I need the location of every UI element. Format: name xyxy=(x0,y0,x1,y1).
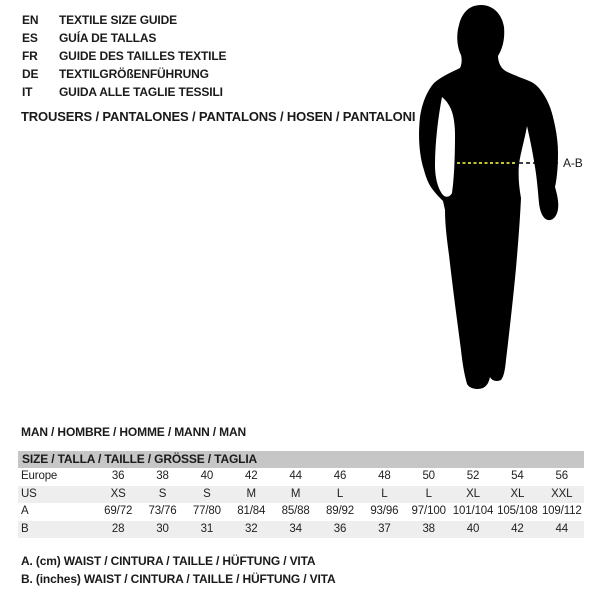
table-cell: 34 xyxy=(289,522,302,535)
table-row xyxy=(18,486,584,504)
table-cell: 36 xyxy=(333,522,347,535)
language-guide xyxy=(22,11,226,101)
table-row-label: B xyxy=(21,522,29,535)
table-cell: M xyxy=(246,487,256,500)
table-cell: 44 xyxy=(555,522,569,535)
table-cell: 48 xyxy=(378,470,391,482)
table-cell: L xyxy=(336,487,344,500)
size-table-header: SIZE / TALLA / TAILLE / GRÖSSE / TAGLIA xyxy=(18,451,584,468)
table-row-label: A xyxy=(21,505,29,517)
table-cell: 73/76 xyxy=(148,505,177,517)
section-title: MAN / HOMBRE / HOMME / MANN / MAN xyxy=(21,425,247,439)
table-cell: 42 xyxy=(245,470,258,482)
table-cell: M xyxy=(290,487,301,500)
footnote-line: A. (cm) WAIST / CINTURA / TAILLE / HÜFTUNG / VITA xyxy=(21,554,316,568)
language-label: TEXTILE SIZE GUIDE xyxy=(59,13,177,27)
language-guide-row xyxy=(22,11,226,29)
table-cell: XL xyxy=(466,487,480,500)
language-code: ES xyxy=(22,31,38,45)
table-cell: 109/112 xyxy=(541,505,582,517)
table-cell: S xyxy=(203,487,211,500)
language-code: FR xyxy=(22,49,38,63)
table-cell: S xyxy=(158,487,167,500)
table-cell: 85/88 xyxy=(281,505,310,517)
table-cell: 44 xyxy=(289,470,302,482)
language-code: IT xyxy=(22,85,33,99)
man-figure xyxy=(400,0,600,400)
table-cell: 105/108 xyxy=(497,505,538,517)
language-guide-row xyxy=(22,29,226,47)
table-cell: XXL xyxy=(551,487,573,500)
table-cell: 69/72 xyxy=(104,505,133,517)
table-cell: 30 xyxy=(156,522,169,535)
table-cell: 56 xyxy=(555,470,569,482)
table-row xyxy=(18,521,584,539)
table-cell: 97/100 xyxy=(411,505,446,517)
language-label: GUIDA ALLE TAGLIE TESSILI xyxy=(59,85,223,99)
table-cell: 28 xyxy=(111,522,125,535)
table-cell: 32 xyxy=(245,522,258,535)
language-label: TEXTILGRÖßENFÜHRUNG xyxy=(59,67,209,81)
table-cell: 38 xyxy=(422,522,435,535)
table-cell: 40 xyxy=(200,470,214,482)
table-cell: 37 xyxy=(378,522,391,535)
table-row-label: Europe xyxy=(21,470,58,482)
table-cell: 42 xyxy=(511,522,524,535)
language-guide-row xyxy=(22,65,226,83)
table-row-label: US xyxy=(21,487,37,500)
table-cell: 40 xyxy=(466,522,480,535)
language-code: EN xyxy=(22,13,39,27)
table-cell: 101/104 xyxy=(452,505,494,517)
table-cell: 89/92 xyxy=(325,505,354,517)
language-guide-row xyxy=(22,47,226,65)
table-cell: XS xyxy=(110,487,126,500)
table-row xyxy=(18,503,584,521)
man-silhouette-icon xyxy=(419,5,558,389)
waist-measure-label: A-B xyxy=(563,156,583,170)
table-cell: L xyxy=(425,487,432,500)
language-guide-row xyxy=(22,83,226,101)
table-cell: 93/96 xyxy=(370,505,399,517)
language-label: GUIDE DES TAILLES TEXTILE xyxy=(59,49,227,63)
table-cell: 50 xyxy=(422,470,435,482)
footnote-line: B. (inches) WAIST / CINTURA / TAILLE / HÜFTUNG / VITA xyxy=(21,571,336,586)
table-cell: 46 xyxy=(333,470,347,482)
table-cell: 77/80 xyxy=(192,505,221,517)
table-cell: L xyxy=(381,487,388,500)
measure-footnotes xyxy=(21,553,336,588)
man-figure-svg xyxy=(400,0,600,400)
table-cell: 52 xyxy=(466,470,480,482)
table-cell: 38 xyxy=(156,470,169,482)
table-cell: 31 xyxy=(200,522,214,535)
table-cell: XL xyxy=(510,487,525,500)
table-row xyxy=(18,468,584,486)
table-cell: 36 xyxy=(111,470,125,482)
language-label: GUÍA DE TALLAS xyxy=(59,31,157,45)
language-code: DE xyxy=(22,67,39,81)
garment-title: TROUSERS / PANTALONES / PANTALONS / HOSEN / PANTALONI xyxy=(21,109,416,124)
table-cell: 54 xyxy=(511,470,524,482)
size-table-body xyxy=(18,468,584,538)
size-table xyxy=(18,451,584,538)
table-cell: 81/84 xyxy=(237,505,266,517)
